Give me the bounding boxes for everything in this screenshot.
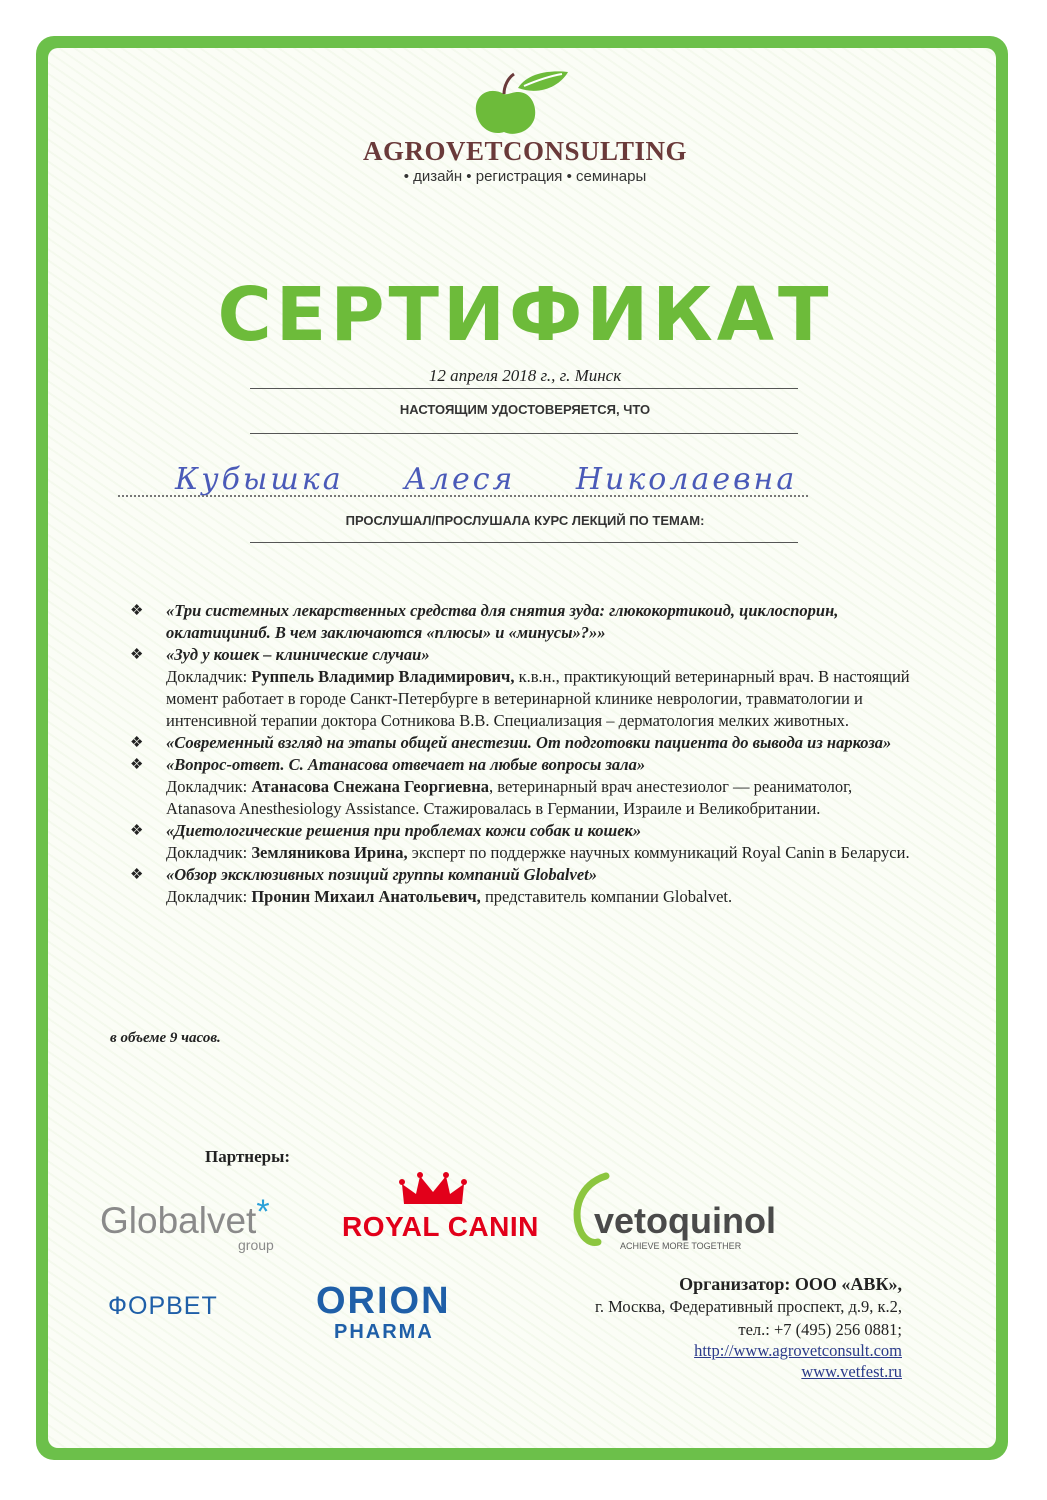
royal-canin-crown-icon (398, 1170, 468, 1210)
topic-title: «Обзор эксклюзивных позиций группы компаний Globalvet» (166, 865, 597, 884)
diamond-bullet-icon: ❖ (130, 647, 144, 663)
partners-label: Партнеры: (205, 1147, 291, 1166)
diamond-bullet-icon: ❖ (130, 867, 144, 883)
divider (250, 388, 798, 389)
topic-speaker (166, 886, 910, 908)
topic-item (130, 754, 910, 820)
speaker-prefix: Докладчик: (166, 667, 252, 686)
speaker-name: Атанасова Снежана Георгиевна (251, 777, 490, 796)
topic-item (130, 644, 910, 732)
topic-item (130, 600, 910, 644)
speaker-details: представитель компании Globalvet. (480, 887, 733, 906)
topic-item (130, 820, 910, 864)
speaker-name: Земляникова Ирина, (251, 843, 408, 862)
vetoquinol-logo: vetoquinol (594, 1200, 776, 1241)
topic-title: «Три системных лекарственных средства для снятия зуда: глюкокортикоид, циклоспорин, оклатициниб. В чем заключаются «плюсы» и «минусы»?»» (166, 601, 839, 642)
topic-title: «Зуд у кошек – клинические случаи» (166, 645, 430, 664)
vetoquinol-slogan: ACHIEVE MORE TOGETHER (620, 1241, 742, 1251)
certify-line: НАСТОЯЩИМ УДОСТОВЕРЯЕТСЯ, ЧТО (399, 402, 651, 417)
dotted-line (118, 495, 808, 497)
diamond-bullet-icon: ❖ (130, 603, 144, 619)
certificate-title: СЕРТИФИКАТ (217, 272, 833, 358)
organizer-address: г. Москва, Федеративный проспект, д.9, к.2, (594, 1297, 902, 1316)
divider (250, 542, 798, 543)
topic-item (130, 864, 910, 908)
topic-title: «Современный взгляд на этапы общей анестезии. От подготовки пациента до вывода из наркоза» (166, 733, 892, 752)
speaker-prefix: Докладчик: (166, 887, 252, 906)
brand-name: AGROVETCONSULTING (362, 136, 688, 166)
globalvet-text: Globalvet (100, 1200, 257, 1241)
organizer-link-agrovet[interactable]: http://www.agrovetconsult.com (694, 1341, 902, 1360)
forvet-logo: ФОРВЕТ (108, 1292, 218, 1320)
course-volume: в объеме 9 часов. (110, 1030, 221, 1046)
brand-tagline: • дизайн • регистрация • семинары (403, 168, 647, 185)
diamond-bullet-icon: ❖ (130, 735, 144, 751)
organizer-title: Организатор: ООО «АВК», (679, 1274, 902, 1294)
diamond-bullet-icon: ❖ (130, 823, 144, 839)
date-line: 12 апреля 2018 г., г. Минск (428, 366, 622, 385)
royal-canin-logo: ROYAL CANIN (342, 1211, 539, 1242)
globalvet-sub: group (238, 1237, 274, 1253)
organizer-link-vetfest[interactable]: www.vetfest.ru (801, 1362, 902, 1381)
apple-logo-icon (468, 68, 578, 136)
asterisk-icon: * (256, 1193, 270, 1231)
globalvet-logo (100, 1193, 270, 1242)
speaker-prefix: Докладчик: (166, 777, 252, 796)
topic-title: «Вопрос-ответ. С. Атанасова отвечает на любые вопросы зала» (166, 755, 646, 774)
topic-item (130, 732, 910, 754)
topic-title: «Диетологические решения при проблемах кожи собак и кошек» (166, 821, 642, 840)
speaker-name: Пронин Михаил Анатольевич, (251, 887, 481, 906)
speaker-details: к.в.н., практикующий ветеринарный врач. В настоящий момент работает в городе Санкт-Петербурге в ветеринарной клинике неврологии, травматологии и интенсивной терапии доктора Сотникова В.В. Специализация – дерматология мелких животных. (166, 667, 910, 730)
speaker-details: эксперт по поддержке научных коммуникаций Royal Canin в Беларуси. (407, 843, 910, 862)
topic-speaker (166, 776, 910, 820)
course-line: ПРОСЛУШАЛ/ПРОСЛУШАЛА КУРС ЛЕКЦИЙ ПО ТЕМАМ: (345, 513, 705, 528)
orion-pharma-logo: PHARMA (334, 1321, 434, 1343)
speaker-prefix: Докладчик: (166, 843, 252, 862)
diamond-bullet-icon: ❖ (130, 757, 144, 773)
speaker-details: , ветеринарный врач анестезиолог — реаниматолог, Atanasova Anesthesiology Assistance. Стажировалась в Германии, Израиле и Великобритании. (166, 777, 853, 818)
orion-logo: ORION (316, 1280, 451, 1322)
topics-list (130, 600, 910, 908)
divider (250, 433, 798, 434)
recipient-signature-name: Кубышка Алеся Николаевна (175, 462, 798, 497)
speaker-name: Руппель Владимир Владимирович, (251, 667, 515, 686)
organizer-phone: тел.: +7 (495) 256 0881; (738, 1320, 902, 1339)
topic-speaker (166, 842, 910, 864)
topic-speaker (166, 666, 910, 732)
